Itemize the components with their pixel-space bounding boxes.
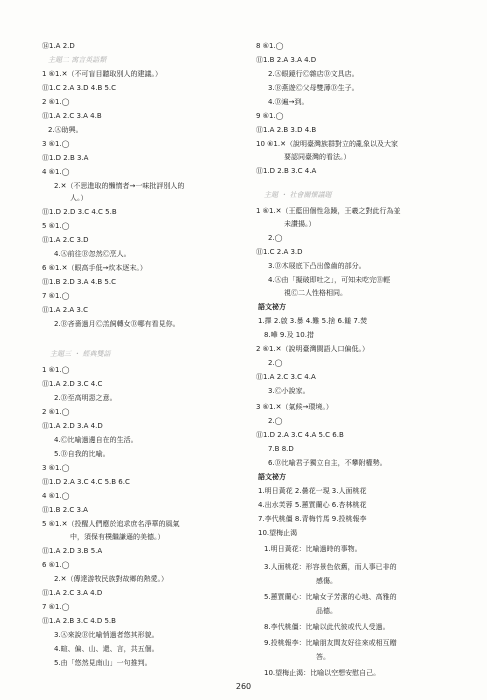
answer-line: 3.Ⓓ木屐底下凸出像齒的部分。 (268, 262, 366, 270)
answer-line: ⑪1.A 2.C 3.C 4.A (256, 373, 316, 381)
answer-line: 1 ⑥1.◯ (42, 366, 70, 374)
answer-line: 6 ⑥1.✕（眼高手低→炊本逐末。） (42, 264, 147, 272)
answer-line: 2.✕（不思進取的懶惰者→一味批評別人的 (54, 182, 185, 190)
answer-line: 2.Ⓑ吝嗇過月Ⓒ羔飼轉女Ⓓ哪有看見你。 (54, 320, 180, 328)
answer-line: ⑪1.D 2.B 3.A (42, 154, 89, 162)
answer-line: 6 ⑥1.◯ (42, 561, 70, 569)
answer-line: 4.Ⓒ比喻過邊自在的生活。 (54, 436, 138, 444)
answer-line: 2.◯ (268, 234, 283, 242)
answer-line: 4.暄、偏、山、還、言，共五個。 (54, 645, 159, 653)
answer-line: 3 ⑥1.✕（氣候→環境。） (256, 403, 333, 411)
answer-line: 3 ⑥1.◯ (42, 140, 70, 148)
answer-line: ⑪1.D 2.D 3.C 4.C 5.B (42, 208, 117, 216)
answer-line: 8 ⑥1.◯ (256, 42, 284, 50)
answer-line: 9.投桃報李：比喻朋友間友好往來或相互贈 (264, 639, 397, 647)
answer-line: ⑪1.A 2.B 3.D 4.B (256, 126, 317, 134)
answer-line: 主題 ・ 社會關懷議題 (264, 191, 332, 199)
answer-line: 4.Ⓓ遍→到。 (268, 98, 309, 106)
answer-line: 7.B 8.D (268, 445, 294, 453)
answer-line: 1.明日黃花 2.曇花一現 3.人面桃花 (258, 487, 367, 495)
answer-line: 9 ⑥1.◯ (256, 112, 284, 120)
answer-line: 品德。 (316, 607, 337, 615)
answer-line: 10.望梅止渴 (258, 529, 298, 537)
answer-line: 4.Ⓐ前往Ⓑ忽然Ⓒ烹人。 (54, 250, 131, 258)
answer-line: 2.Ⓐ眼鏡行Ⓒ雜店Ⓓ文具店。 (268, 70, 359, 78)
answer-line: 語文祕方 (258, 303, 286, 311)
answer-line: 2 ⑥1.◯ (42, 98, 70, 106)
answer-line: 5 ⑥1.✕（投醒人們應於追求庶名淨華的風氣 (42, 520, 180, 528)
answer-line: 2 ⑥1.◯ (42, 408, 70, 416)
answer-line: ⑪1.B 2.D 3.A 4.B 5.C (42, 278, 116, 286)
answer-line: 8.李代桃僵：比喻以此代彼或代人受過。 (264, 623, 390, 631)
answer-line: 人。） (70, 194, 88, 202)
answer-line: 2.Ⓐ助興。 (48, 126, 83, 134)
answer-line: 2.◯ (268, 417, 283, 425)
answer-line: 主題二 寓言英語類 (48, 56, 107, 64)
answer-line: 8.嘩 9.及 10.措 (264, 331, 314, 339)
answer-line: ⑪1.C 2.A 3.D 4.B 5.C (42, 84, 117, 92)
answer-line: 7 ⑥1.◯ (42, 292, 70, 300)
answer-line: 10.望梅止渴：比喻以空想安慰自己。 (264, 669, 381, 677)
answer-line: 主題三 ・ 經典雙語 (50, 350, 111, 358)
answer-line: ⑪1.A 2.C 3.D (42, 236, 89, 244)
answer-line: 3 ⑥1.◯ (42, 464, 70, 472)
answer-line: 2.◯ (268, 359, 283, 367)
answer-line: 2.Ⓓ至高明惡之意。 (54, 394, 117, 402)
answer-line: 語文祕方 (258, 473, 286, 481)
answer-line: 4.Ⓐ由「擬破即吐之」，可知未吃完Ⓑ輕 (268, 276, 391, 284)
answer-line: 5 ⑥1.◯ (42, 222, 70, 230)
answer-line: 1 ⑥1.✕（不可盲目聽取別人的建議。） (42, 70, 162, 78)
answer-line: 5.Ⓓ自我的比喻。 (54, 450, 110, 458)
answer-line: ⑪1.A 2.C 3.A 4.B (42, 112, 102, 120)
answer-line: ⑪1.D 2.A 3.C 4.C 5.B 6.C (42, 478, 130, 486)
answer-line: 3.Ⓒ小說家。 (268, 387, 310, 395)
answer-line: 中，須保有樸繼謙遜的美德。） (70, 533, 165, 541)
answer-line: 5.由「悠然見南山」一句推判。 (54, 659, 152, 667)
answer-line: ⑪1.B 2.A 3.A 4.D (256, 56, 317, 64)
answer-line: 4 ⑥1.◯ (42, 168, 70, 176)
answer-line: 2.✕（傳達游牧民族對故鄉的熱愛。） (54, 575, 169, 583)
answer-line: ⑪1.A 2.D 3.B 5.A (42, 547, 103, 555)
answer-line: ⑪1.C 2.A 3.D (256, 248, 303, 256)
answer-line: 6.Ⓓ比喻君子獨立自主，不攀附權勢。 (268, 459, 387, 467)
answer-line: 4.出水芙蓉 5.蕙質蘭心 6.杏林桃花 (258, 501, 367, 509)
answer-line: ⑪1.B 2.C 3.A (42, 506, 88, 514)
answer-line: 2 ⑥1.✕（說明臺灣閩語人口偏低。） (256, 345, 369, 353)
answer-line: 要認同臺灣的看法。） (284, 153, 351, 161)
answer-line: 7.李代桃僵 8.青梅竹馬 9.投桃報李 (258, 515, 367, 523)
answer-line: 3.人面桃花：形容景色依舊，而人事已非的 (264, 563, 397, 571)
answer-line: ⑪1.D 2.A 3.C 4.A 5.C 6.B (256, 431, 344, 439)
answer-line: 未讚揚。） (284, 220, 316, 228)
answer-line: 4 ⑥1.◯ (42, 492, 70, 500)
answer-line: ⑪1.A 2.B 3.C 4.D 5.B (42, 617, 116, 625)
answer-line: 1.明日黃花：比喻過時的事物。 (264, 545, 362, 553)
answer-line: 5.蕙質蘭心：比喻女子芳潔的心地、高雅的 (264, 593, 397, 601)
answer-line: ⑪1.A 2.D 3.A 4.D (42, 422, 103, 430)
answer-line: 感傷。 (316, 577, 337, 585)
answer-line: 1.擇 2.啟 3.暴 4.難 5.捨 6.饈 7.焚 (258, 317, 368, 325)
answer-line: 7 ⑥1.◯ (42, 603, 70, 611)
answer-line: ⑪1.A 2.C 3.A 4.D (42, 589, 103, 597)
page-number: 260 (235, 682, 252, 691)
answer-line: 3.Ⓑ燕遊Ⓒ父母雙薄Ⓓ生子。 (268, 84, 359, 92)
answer-line: ⑭1.A 2.D (42, 42, 75, 50)
answer-line: 10 ⑥1.✕（說明臺灣族群對立的亂象以及大家 (256, 140, 398, 148)
answer-line: 1 ⑥1.✕（王藍田個性急躁，王羲之對此行為並 (256, 207, 401, 215)
answer-line: 答。 (316, 653, 330, 661)
answer-line: ⑪1.A 2.A 3.C (42, 306, 88, 314)
answer-line: 3.Ⓐ來說Ⓑ比喻悄過者悠其形貌。 (54, 631, 159, 639)
answer-line: ⑪1.A 2.D 3.C 4.C (42, 380, 103, 388)
answer-line: ⑪1.D 2.B 3.C 4.A (256, 167, 317, 175)
answer-line: 視Ⓒ二人性格相同。 (284, 289, 347, 297)
